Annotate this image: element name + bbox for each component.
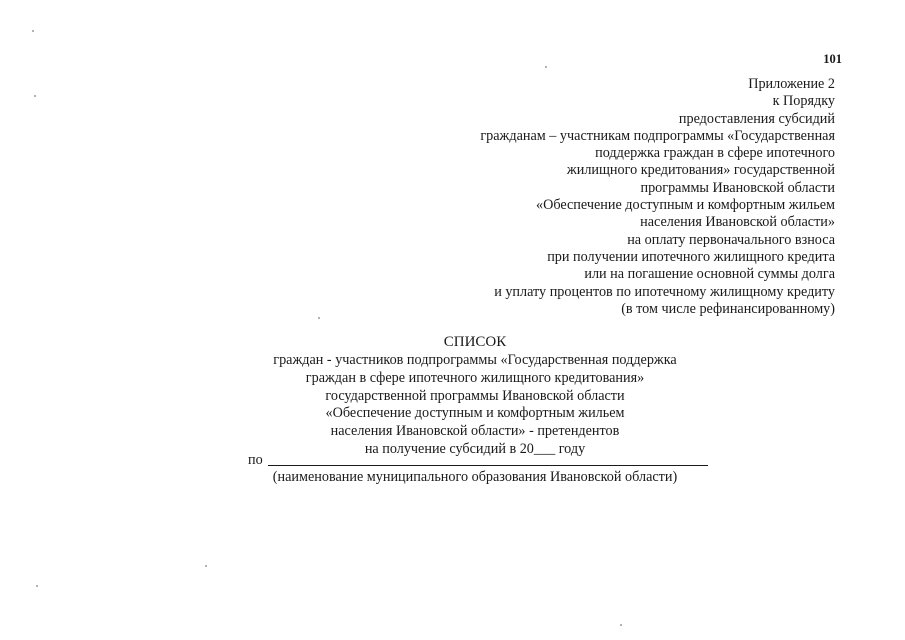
list-line: граждан в сфере ипотечного жилищного кредитования» <box>305 369 645 386</box>
list-line: населения Ивановской области» - претендентов <box>330 423 620 440</box>
appendix-header <box>395 76 835 318</box>
list-line: граждан - участников подпрограммы «Государственная поддержка <box>273 352 677 368</box>
appendix-line: гражданам – участникам подпрограммы «Государственная <box>480 127 835 144</box>
municipality-blank-line <box>268 465 708 466</box>
appendix-line: к Порядку <box>772 93 835 110</box>
scan-speck <box>205 565 207 567</box>
page-number: 101 <box>823 52 842 66</box>
appendix-line: на оплату первоначального взноса <box>627 231 835 248</box>
appendix-line: (в том числе рефинансированному) <box>621 300 835 317</box>
appendix-line: Приложение 2 <box>748 76 835 92</box>
scan-speck <box>318 317 320 319</box>
appendix-line: предоставления субсидий <box>678 110 835 127</box>
list-line: «Обеспечение доступным и комфортным жильем <box>325 405 625 422</box>
scan-speck <box>34 95 36 97</box>
scan-speck <box>36 585 38 587</box>
scan-speck <box>620 624 622 626</box>
appendix-line: жилищного кредитования» государственной <box>566 162 835 179</box>
list-heading-block <box>240 333 710 459</box>
appendix-line: программы Ивановской области <box>640 179 835 196</box>
scan-speck <box>545 66 547 68</box>
municipality-caption: (наименование муниципального образования Ивановской области) <box>272 469 678 485</box>
appendix-line: населения Ивановской области» <box>640 214 835 231</box>
municipality-field <box>248 451 708 469</box>
list-line: на получение субсидий в 20___ году <box>364 440 586 457</box>
appendix-line: или на погашение основной суммы долга <box>584 266 835 283</box>
appendix-line: при получении ипотечного жилищного кредита <box>547 248 835 265</box>
appendix-line: «Обеспечение доступным и комфортным жильем <box>535 197 835 214</box>
scan-speck <box>32 30 34 32</box>
list-title: СПИСОК <box>443 334 507 350</box>
list-line: государственной программы Ивановской области <box>325 387 625 404</box>
appendix-line: поддержка граждан в сфере ипотечного <box>595 145 835 162</box>
appendix-line: и уплату процентов по ипотечному жилищному кредиту <box>494 283 835 300</box>
po-label: по <box>248 452 263 468</box>
